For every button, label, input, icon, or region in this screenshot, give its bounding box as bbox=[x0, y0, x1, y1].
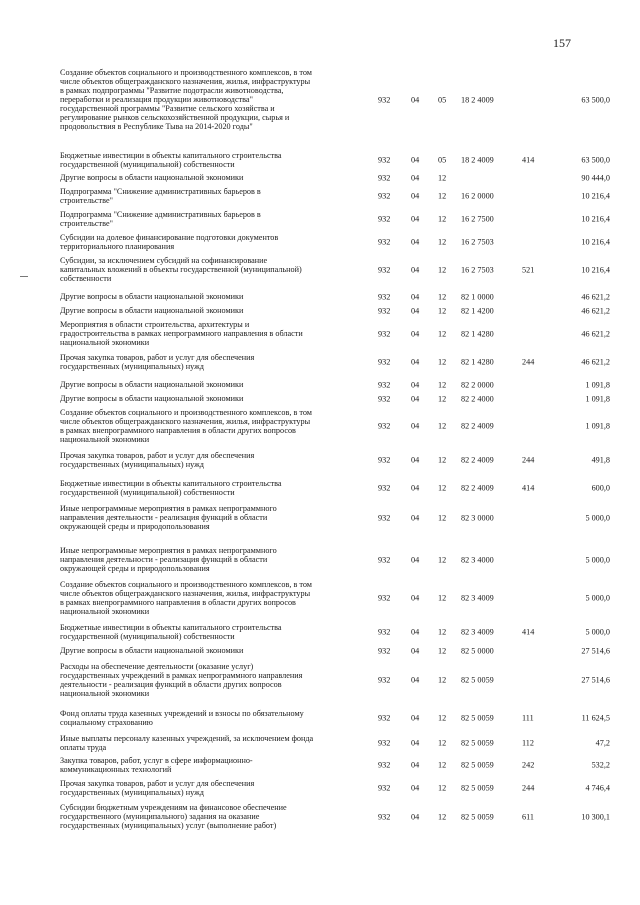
code-glav: 932 bbox=[378, 483, 391, 493]
row-amount: 5 000,0 bbox=[585, 627, 610, 637]
code-csr: 82 5 0059 bbox=[461, 675, 494, 685]
code-vr: 414 bbox=[522, 155, 535, 165]
code-pr: 12 bbox=[438, 812, 447, 821]
table-row bbox=[60, 380, 610, 389]
code-glav: 932 bbox=[378, 265, 391, 274]
code-rz: 04 bbox=[411, 155, 420, 165]
code-csr: 18 2 4009 bbox=[461, 155, 494, 165]
code-rz: 04 bbox=[411, 173, 420, 182]
code-rz: 04 bbox=[411, 783, 420, 793]
code-glav: 932 bbox=[378, 627, 391, 637]
row-amount: 63 500,0 bbox=[581, 95, 610, 104]
row-amount: 10 300,1 bbox=[581, 812, 610, 821]
code-pr: 12 bbox=[438, 646, 447, 655]
code-glav: 932 bbox=[378, 191, 391, 201]
margin-mark bbox=[20, 276, 28, 277]
code-glav: 932 bbox=[378, 646, 391, 655]
code-vr: 414 bbox=[522, 627, 535, 637]
code-pr: 12 bbox=[438, 455, 447, 465]
code-pr: 12 bbox=[438, 329, 447, 338]
table-row bbox=[60, 451, 610, 469]
row-amount: 27 514,6 bbox=[581, 675, 610, 685]
code-csr: 18 2 4009 bbox=[461, 95, 494, 104]
code-csr: 82 2 4009 bbox=[461, 455, 494, 465]
code-rz: 04 bbox=[411, 455, 420, 465]
code-rz: 04 bbox=[411, 237, 420, 247]
code-pr: 12 bbox=[438, 483, 447, 493]
row-description: Бюджетные инвестиции в объекты капитального строительства государственной (муниципальной) собственности bbox=[60, 479, 282, 497]
row-description: Прочая закупка товаров, работ и услуг для обеспечения государственных (муниципальных) нужд bbox=[60, 779, 255, 797]
code-pr: 12 bbox=[438, 394, 447, 403]
row-amount: 5 000,0 bbox=[585, 593, 610, 603]
code-glav: 932 bbox=[378, 173, 391, 182]
code-glav: 932 bbox=[378, 357, 391, 367]
code-pr: 12 bbox=[438, 760, 447, 770]
code-rz: 04 bbox=[411, 95, 420, 104]
code-pr: 05 bbox=[438, 155, 447, 165]
table-row bbox=[60, 504, 610, 531]
row-amount: 491,8 bbox=[591, 455, 610, 465]
code-pr: 12 bbox=[438, 380, 447, 389]
code-rz: 04 bbox=[411, 380, 420, 389]
code-pr: 12 bbox=[438, 214, 447, 224]
code-pr: 12 bbox=[438, 421, 447, 431]
code-rz: 04 bbox=[411, 329, 420, 338]
code-rz: 04 bbox=[411, 675, 420, 685]
row-description: Субсидии, за исключением субсидий на софинансирование капитальных вложений в объекты государственной (муниципальной) собственности bbox=[60, 256, 302, 283]
row-description: Другие вопросы в области национальной экономики bbox=[60, 646, 244, 655]
code-vr: 244 bbox=[522, 783, 535, 793]
code-rz: 04 bbox=[411, 483, 420, 493]
code-rz: 04 bbox=[411, 265, 420, 274]
code-csr: 82 3 4000 bbox=[461, 555, 494, 564]
code-glav: 932 bbox=[378, 760, 391, 770]
row-description: Фонд оплаты труда казенных учреждений и взносы по обязательному социальному страхованию bbox=[60, 709, 304, 727]
row-description: Прочая закупка товаров, работ и услуг для обеспечения государственных (муниципальных) нужд bbox=[60, 353, 255, 371]
row-amount: 4 746,4 bbox=[585, 783, 610, 793]
row-description: Бюджетные инвестиции в объекты капитального строительства государственной (муниципальной) собственности bbox=[60, 151, 282, 169]
row-amount: 10 216,4 bbox=[581, 237, 610, 247]
row-description: Мероприятия в области строительства, архитектуры и градостроительства в рамках непрограммного направления в области национальной экономики bbox=[60, 320, 303, 347]
code-csr: 82 3 4009 bbox=[461, 627, 494, 637]
code-rz: 04 bbox=[411, 394, 420, 403]
code-glav: 932 bbox=[378, 713, 391, 723]
table-row bbox=[60, 256, 610, 283]
code-glav: 932 bbox=[378, 421, 391, 431]
row-description: Прочая закупка товаров, работ и услуг для обеспечения государственных (муниципальных) нужд bbox=[60, 451, 255, 469]
row-description: Другие вопросы в области национальной экономики bbox=[60, 306, 244, 315]
table-row bbox=[60, 779, 610, 797]
code-glav: 932 bbox=[378, 812, 391, 821]
row-description: Создание объектов социального и производственного комплексов, в том числе объектов общегражданского назначения, жилья, инфраструктуры в рамках внепрограммного направления в области других вопросов национальной экономики bbox=[60, 580, 312, 616]
code-glav: 932 bbox=[378, 675, 391, 685]
row-description: Создание объектов социального и производственного комплексов, в том числе объектов общегражданского назначения, жилья, инфраструктуры в рамках подпрограммы "Развитие подотрасли животноводства, переработки и реализация продукции животноводства" государственной программы "Развитие сельского хозяйства и регулирование рынков сельскохозяйственной продукции, сырья и продовольствия в Республике Тыва на 2014-2020 годы" bbox=[60, 68, 312, 131]
code-pr: 12 bbox=[438, 292, 447, 301]
code-csr: 16 2 0000 bbox=[461, 191, 494, 201]
code-pr: 12 bbox=[438, 237, 447, 247]
table-row bbox=[60, 151, 610, 169]
code-csr: 82 3 4009 bbox=[461, 593, 494, 603]
code-rz: 04 bbox=[411, 292, 420, 301]
code-glav: 932 bbox=[378, 95, 391, 104]
code-csr: 82 5 0059 bbox=[461, 713, 494, 723]
code-rz: 04 bbox=[411, 555, 420, 564]
row-amount: 532,2 bbox=[591, 760, 610, 770]
table-row bbox=[60, 233, 610, 251]
code-glav: 932 bbox=[378, 380, 391, 389]
code-rz: 04 bbox=[411, 421, 420, 431]
code-csr: 82 5 0059 bbox=[461, 738, 494, 748]
row-amount: 46 621,2 bbox=[581, 357, 610, 367]
code-pr: 12 bbox=[438, 513, 447, 522]
code-rz: 04 bbox=[411, 191, 420, 201]
code-pr: 12 bbox=[438, 357, 447, 367]
row-description: Другие вопросы в области национальной экономики bbox=[60, 173, 244, 182]
row-description: Субсидии бюджетным учреждениям на финансовое обеспечение государственного (муниципального) задания на оказание государственных (муниципальных) услуг (выполнение работ) bbox=[60, 803, 287, 830]
table-row bbox=[60, 408, 610, 444]
row-amount: 47,2 bbox=[595, 738, 610, 748]
row-amount: 46 621,2 bbox=[581, 329, 610, 338]
table-row bbox=[60, 646, 610, 655]
code-rz: 04 bbox=[411, 214, 420, 224]
code-csr: 82 2 4009 bbox=[461, 483, 494, 493]
code-pr: 12 bbox=[438, 173, 447, 182]
code-rz: 04 bbox=[411, 306, 420, 315]
code-rz: 04 bbox=[411, 713, 420, 723]
code-csr: 82 5 0000 bbox=[461, 646, 494, 655]
code-csr: 82 5 0059 bbox=[461, 812, 494, 821]
code-csr: 82 3 0000 bbox=[461, 513, 494, 522]
code-csr: 82 2 0000 bbox=[461, 380, 494, 389]
code-glav: 932 bbox=[378, 214, 391, 224]
code-csr: 82 1 4200 bbox=[461, 306, 494, 315]
code-pr: 12 bbox=[438, 555, 447, 564]
code-glav: 932 bbox=[378, 155, 391, 165]
table-row bbox=[60, 479, 610, 497]
table-row bbox=[60, 709, 610, 727]
row-description: Иные непрограммные мероприятия в рамках непрограммного направления деятельности - реализация функций в области окружающей среды и природопользования bbox=[60, 504, 277, 531]
code-glav: 932 bbox=[378, 237, 391, 247]
row-amount: 10 216,4 bbox=[581, 214, 610, 224]
table-row bbox=[60, 353, 610, 371]
table-row bbox=[60, 306, 610, 315]
code-vr: 112 bbox=[522, 738, 534, 748]
row-amount: 600,0 bbox=[591, 483, 610, 493]
code-glav: 932 bbox=[378, 783, 391, 793]
row-amount: 10 216,4 bbox=[581, 191, 610, 201]
table-row bbox=[60, 320, 610, 347]
code-pr: 12 bbox=[438, 306, 447, 315]
code-csr: 16 2 7500 bbox=[461, 214, 494, 224]
code-vr: 244 bbox=[522, 357, 535, 367]
code-rz: 04 bbox=[411, 812, 420, 821]
table-row bbox=[60, 803, 610, 830]
code-vr: 521 bbox=[522, 265, 535, 274]
code-csr: 16 2 7503 bbox=[461, 237, 494, 247]
table-row bbox=[60, 580, 610, 616]
code-pr: 12 bbox=[438, 265, 447, 274]
row-description: Расходы на обеспечение деятельности (оказание услуг) государственных учреждений в рамках непрограммного направления деятельности - реализация функций в области других вопросов национальной экономики bbox=[60, 662, 303, 698]
row-amount: 1 091,8 bbox=[585, 394, 610, 403]
code-rz: 04 bbox=[411, 627, 420, 637]
row-amount: 1 091,8 bbox=[585, 421, 610, 431]
row-description: Бюджетные инвестиции в объекты капитального строительства государственной (муниципальной) собственности bbox=[60, 623, 282, 641]
table-row bbox=[60, 546, 610, 573]
code-pr: 12 bbox=[438, 593, 447, 603]
table-row bbox=[60, 173, 610, 182]
table-row bbox=[60, 187, 610, 205]
row-description: Другие вопросы в области национальной экономики bbox=[60, 394, 244, 403]
code-vr: 242 bbox=[522, 760, 535, 770]
row-description: Другие вопросы в области национальной экономики bbox=[60, 380, 244, 389]
code-csr: 82 1 4280 bbox=[461, 357, 494, 367]
code-glav: 932 bbox=[378, 292, 391, 301]
code-csr: 82 5 0059 bbox=[461, 783, 494, 793]
code-csr: 16 2 7503 bbox=[461, 265, 494, 274]
code-pr: 12 bbox=[438, 738, 447, 748]
row-amount: 11 624,5 bbox=[581, 713, 610, 723]
row-description: Закупка товаров, работ, услуг в сфере информационно- коммуникационных технологий bbox=[60, 756, 253, 774]
page-number: 157 bbox=[553, 36, 571, 50]
code-vr: 414 bbox=[522, 483, 535, 493]
row-description: Подпрограмма "Снижение административных барьеров в строительстве" bbox=[60, 187, 261, 205]
code-rz: 04 bbox=[411, 357, 420, 367]
table-row bbox=[60, 756, 610, 774]
row-amount: 46 621,2 bbox=[581, 306, 610, 315]
row-description: Иные непрограммные мероприятия в рамках непрограммного направления деятельности - реализация функций в области окружающей среды и природопользования bbox=[60, 546, 277, 573]
code-vr: 111 bbox=[522, 713, 534, 723]
code-rz: 04 bbox=[411, 760, 420, 770]
code-glav: 932 bbox=[378, 738, 391, 748]
row-amount: 90 444,0 bbox=[581, 173, 610, 182]
code-pr: 12 bbox=[438, 627, 447, 637]
code-glav: 932 bbox=[378, 513, 391, 522]
row-description: Создание объектов социального и производственного комплексов, в том числе объектов общегражданского назначения, жилья, инфраструктуры в рамках внепрограммного направления в области других вопросов национальной экономики bbox=[60, 408, 312, 444]
code-vr: 244 bbox=[522, 455, 535, 465]
table-row bbox=[60, 734, 610, 752]
code-rz: 04 bbox=[411, 593, 420, 603]
row-amount: 5 000,0 bbox=[585, 555, 610, 564]
table-row bbox=[60, 210, 610, 228]
code-pr: 12 bbox=[438, 191, 447, 201]
code-glav: 932 bbox=[378, 394, 391, 403]
row-amount: 10 216,4 bbox=[581, 265, 610, 274]
table-row bbox=[60, 662, 610, 698]
code-csr: 82 2 4000 bbox=[461, 394, 494, 403]
code-csr: 82 5 0059 bbox=[461, 760, 494, 770]
code-pr: 05 bbox=[438, 95, 447, 104]
code-glav: 932 bbox=[378, 455, 391, 465]
row-description: Субсидии на долевое финансирование подготовки документов территориального планирования bbox=[60, 233, 279, 251]
table-row bbox=[60, 68, 610, 131]
code-csr: 82 2 4009 bbox=[461, 421, 494, 431]
table-row bbox=[60, 623, 610, 641]
code-pr: 12 bbox=[438, 713, 447, 723]
table-row bbox=[60, 292, 610, 301]
code-rz: 04 bbox=[411, 646, 420, 655]
code-csr: 82 1 4280 bbox=[461, 329, 494, 338]
code-rz: 04 bbox=[411, 738, 420, 748]
row-amount: 63 500,0 bbox=[581, 155, 610, 165]
code-glav: 932 bbox=[378, 555, 391, 564]
row-description: Иные выплаты персоналу казенных учреждений, за исключением фонда оплаты труда bbox=[60, 734, 314, 752]
row-description: Подпрограмма "Снижение административных барьеров в строительстве" bbox=[60, 210, 261, 228]
code-glav: 932 bbox=[378, 306, 391, 315]
code-csr: 82 1 0000 bbox=[461, 292, 494, 301]
code-rz: 04 bbox=[411, 513, 420, 522]
table-row bbox=[60, 394, 610, 403]
row-amount: 1 091,8 bbox=[585, 380, 610, 389]
row-amount: 46 621,2 bbox=[581, 292, 610, 301]
code-glav: 932 bbox=[378, 329, 391, 338]
row-description: Другие вопросы в области национальной экономики bbox=[60, 292, 244, 301]
code-pr: 12 bbox=[438, 675, 447, 685]
row-amount: 27 514,6 bbox=[581, 646, 610, 655]
row-amount: 5 000,0 bbox=[585, 513, 610, 522]
code-vr: 611 bbox=[522, 812, 534, 821]
code-pr: 12 bbox=[438, 783, 447, 793]
code-glav: 932 bbox=[378, 593, 391, 603]
